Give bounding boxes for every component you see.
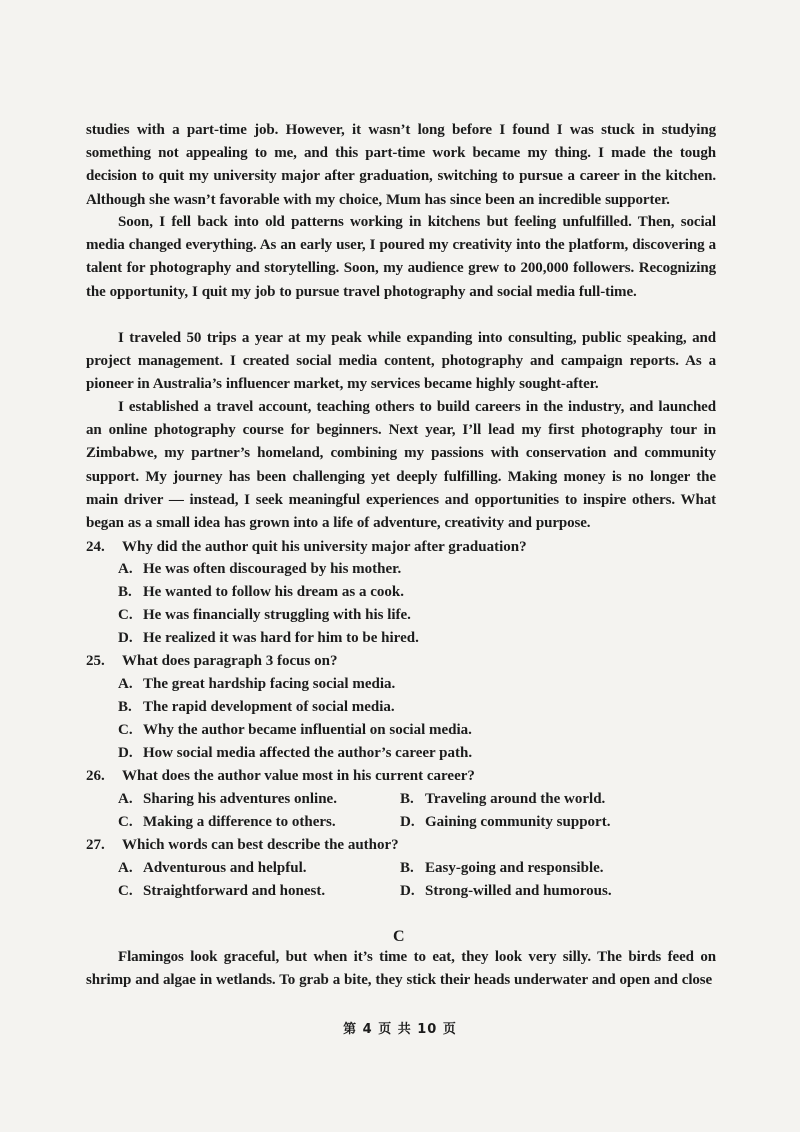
option-26-b[interactable]: B. Traveling around the world.	[400, 791, 606, 807]
option-24-c[interactable]: C. He was financially struggling with his life.	[118, 607, 411, 623]
question-number: 26.	[86, 768, 105, 784]
option-25-a[interactable]: A. The great hardship facing social media.	[118, 676, 396, 692]
question-text: Which words can best describe the author?	[122, 837, 399, 853]
option-27-d[interactable]: D. Strong-willed and humorous.	[400, 883, 612, 899]
question-26	[86, 765, 726, 788]
passage-paragraph-4: I established a travel account, teaching others to build careers in the industry, and launched an online photography course for beginners. Next year, I’ll lead my first photography tour in Zimbabwe, my partner’s homeland, combining my passions with conservation and community support. My journey has been challenging yet deeply fulfilling. Making money is no longer the main driver — instead, I seek meaningful experiences and opportunities to inspire others. What began as a small idea has grown into a life of adventure, creativity and purpose.	[86, 399, 716, 532]
option-26-d[interactable]: D. Gaining community support.	[400, 814, 611, 830]
option-24-d[interactable]: D. He realized it was hard for him to be hired.	[118, 630, 419, 646]
option-27-a[interactable]: A. Adventurous and helpful.	[118, 860, 307, 876]
section-title-c: C	[393, 928, 405, 945]
passage-c-paragraph: Flamingos look graceful, but when it’s time to eat, they look very silly. The birds feed on shrimp and algae in wetlands. To grab a bite, they stick their heads underwater and open and close	[86, 949, 716, 989]
option-24-a[interactable]: A. He was often discouraged by his mother.	[118, 561, 402, 577]
option-25-d[interactable]: D. How social media affected the author’s career path.	[118, 745, 473, 761]
option-25-b[interactable]: B. The rapid development of social media.	[118, 699, 395, 715]
passage-paragraph-3: I traveled 50 trips a year at my peak while expanding into consulting, public speaking, and project management. I created social media content, photography and campaign reports. As a pioneer in Australia’s influencer market, my services became highly sought-after.	[86, 330, 716, 393]
page-footer: 第 4 页 共 10 页	[343, 1022, 457, 1037]
question-number: 25.	[86, 653, 105, 669]
question-number: 27.	[86, 837, 105, 853]
option-25-c[interactable]: C. Why the author became influential on social media.	[118, 722, 472, 738]
question-24	[86, 536, 726, 559]
option-27-b[interactable]: B. Easy-going and responsible.	[400, 860, 604, 876]
passage-paragraph-2: Soon, I fell back into old patterns working in kitchens but feeling unfulfilled. Then, social media changed everything. As an early user, I poured my creativity into the platform, discovering a talent for photography and storytelling. Soon, my audience grew to 200,000 followers. Recognizing the opportunity, I quit my job to pursue travel photography and social media full-time.	[86, 214, 716, 300]
question-25	[86, 650, 726, 673]
option-24-b[interactable]: B. He wanted to follow his dream as a cook.	[118, 584, 404, 600]
option-26-c[interactable]: C. Making a difference to others.	[118, 814, 336, 830]
option-27-c[interactable]: C. Straightforward and honest.	[118, 883, 326, 899]
question-number: 24.	[86, 539, 105, 555]
question-27	[86, 834, 726, 857]
question-text: What does paragraph 3 focus on?	[122, 653, 338, 669]
question-text: Why did the author quit his university major after graduation?	[122, 539, 527, 555]
option-26-a[interactable]: A. Sharing his adventures online.	[118, 791, 337, 807]
passage-paragraph-1: studies with a part-time job. However, it wasn’t long before I found I was stuck in studying something not appealing to me, and this part-time work became my thing. I made the tough decision to quit my university major after graduation, switching to pursue a career in the kitchen. Although she wasn’t favorable with my choice, Mum has since been an incredible supporter.	[86, 122, 716, 208]
question-text: What does the author value most in his current career?	[122, 768, 475, 784]
